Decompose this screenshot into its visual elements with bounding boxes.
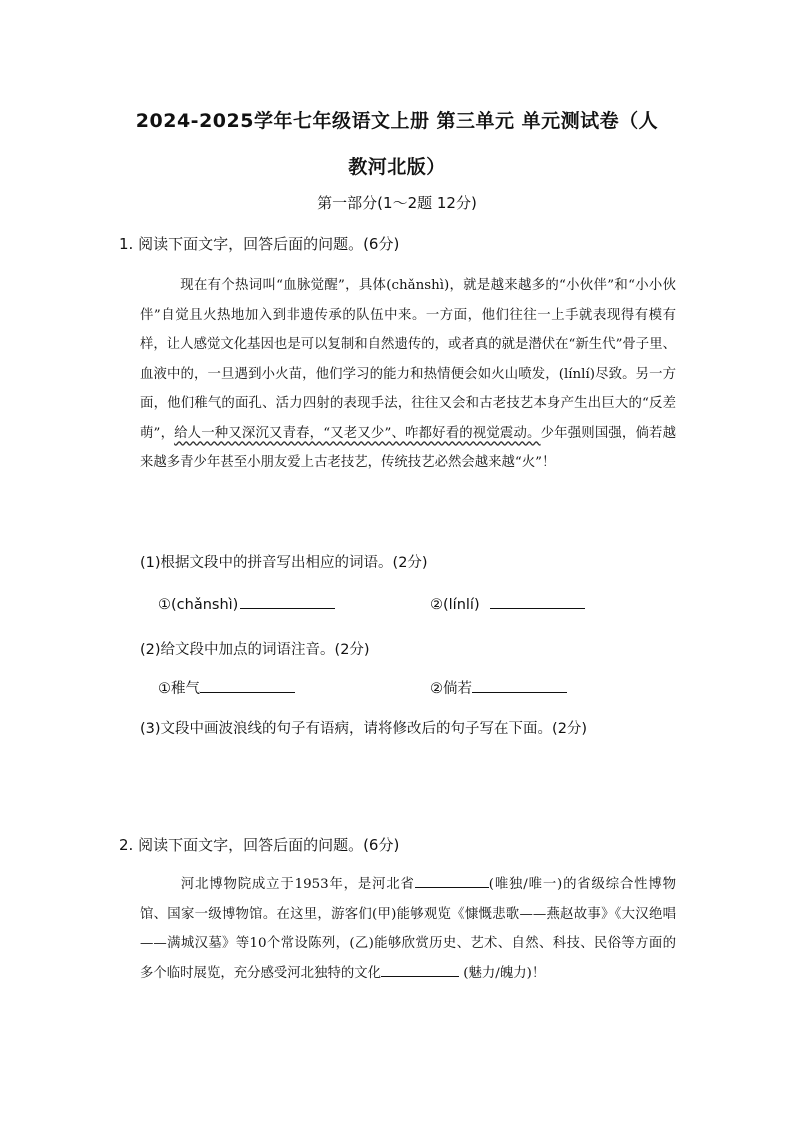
- passage-2-text-3: (魅力/魄力)！: [463, 965, 546, 981]
- sub2-item-b: [430, 677, 567, 698]
- sub-question-1: (1)根据文段中的拼音写出相应的词语。(2分): [140, 555, 428, 571]
- title-line-2: 教河北版）: [348, 156, 446, 178]
- title-line-1: 2024-2025学年七年级语文上册 第三单元 单元测试卷（人: [135, 110, 659, 132]
- answer-blank[interactable]: [240, 594, 335, 609]
- question-2-passage: [140, 870, 676, 988]
- passage-2-text-1: 河北博物院成立于1953年，是河北省: [180, 877, 415, 892]
- answer-blank[interactable]: [490, 594, 585, 609]
- exam-title: [100, 98, 694, 190]
- sub-question-2: (2)给文段中加点的词语注音。(2分): [140, 642, 370, 658]
- sub1-item-b: [430, 594, 585, 613]
- passage-2-text-2: (唯独/唯一)的省级综合性博物馆、国家一级博物馆。在这里，游客们(甲)能够观览《慷慨悲歌——燕赵故事》《大汉绝唱——满城汉墓》等10个常设陈列，(乙)能够欣赏历史、艺术、自然、科技、民俗等方面的多个临时展览，充分感受河北独特的文化: [140, 877, 676, 981]
- question-1-passage: [140, 271, 676, 478]
- answer-blank[interactable]: [472, 678, 567, 693]
- answer-blank[interactable]: [381, 964, 459, 977]
- sub2-item-b-label: ②倘若: [430, 681, 472, 697]
- passage-1-text-a: 现在有个热词叫“血脉觉醒”，具体(chǎnshì)，就是越来越多的“小伙伴”和“小小伙伴”自觉且火热地加入到非遗传承的队伍中来。一方面，他们往往一上手就表现得有模有样，让人感觉文化基因也是可以复制和自然遗传的，或者真的就是潜伏在“新生代”骨子里、血液中的，一旦遇到小火苗，他们学习的能力和热情便会如火山喷发，(línlí)尽致。另一方面，他们稚气的面孔、活力四射的表现手法，往往又会和古老技艺本身产生出巨大的“反差萌”，: [140, 278, 676, 441]
- wavy-underlined-sentence: 给人一种又深沉又青春，“又老又少”、咋都好看的视觉震动。: [174, 425, 541, 441]
- passage-1-text-b: 少年强则国强，倘若越来越多青少年甚至小朋友爱上古老技艺，传统技艺必然会越来越“火”！: [140, 425, 676, 470]
- sub2-item-a-label: ①稚气: [158, 681, 200, 697]
- question-2-heading: 2. 阅读下面文字，回答后面的问题。(6分): [119, 836, 400, 854]
- sub1-item-a: [158, 594, 335, 613]
- question-1-heading: 1. 阅读下面文字，回答后面的问题。(6分): [119, 235, 400, 253]
- sub2-item-a: [158, 677, 295, 698]
- sub1-item-a-label: ①(chǎnshì): [158, 597, 239, 613]
- answer-blank[interactable]: [415, 875, 489, 888]
- part-heading: 第一部分(1～2题 12分): [317, 194, 477, 212]
- sub1-item-b-label: ②(línlí): [430, 597, 480, 613]
- answer-blank[interactable]: [200, 678, 295, 693]
- sub-question-3: (3)文段中画波浪线的句子有语病，请将修改后的句子写在下面。(2分): [140, 721, 588, 737]
